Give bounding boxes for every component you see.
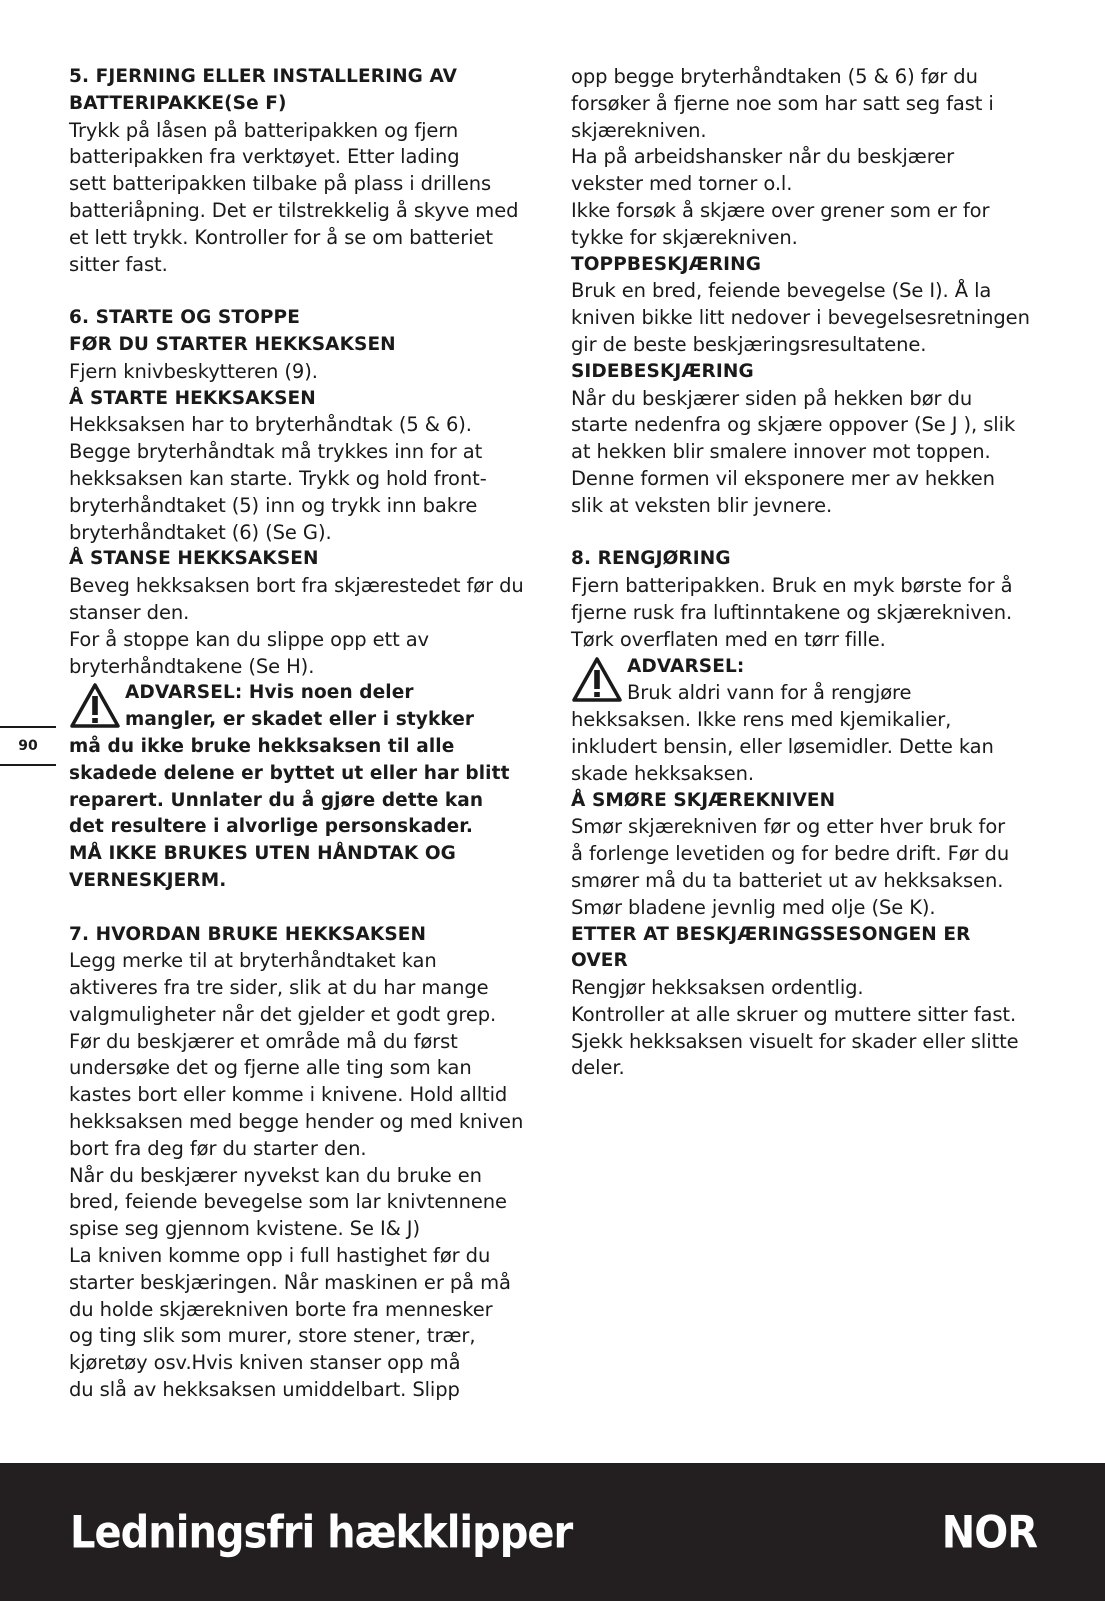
body-line: undersøke det og fjerne alle ting som kan [69,1056,472,1080]
body-line: starter beskjæringen. Når maskinen er på må [69,1270,511,1294]
body-line: starte nedenfra og skjære oppover (Se J ), slik [571,413,1016,437]
body-line: slik at veksten blir jevnere. [571,493,833,517]
section-7-heading: 7. HVORDAN BRUKE HEKKSAKSEN [69,923,427,945]
subheading-stop: Å STANSE HEKKSAKSEN [69,548,319,570]
subheading-start: Å STARTE HEKKSAKSEN [69,387,316,409]
body-line: og ting slik som murer, store stener, trær, [69,1324,476,1348]
body-line: Smør skjærekniven før og etter hver bruk for [571,815,1006,839]
warning-line: reparert. Unnlater du å gjøre dette kan [69,789,484,811]
right-column [571,64,1041,1082]
body-line: For å stoppe kan du slippe opp ett av [69,627,430,651]
body-line: du slå av hekksaksen umiddelbart. Slipp [69,1378,460,1402]
body-line: Trykk på låsen på batteripakken og fjern [69,118,459,142]
body-line: Når du beskjærer nyvekst kan du bruke en [69,1163,482,1187]
body-line: bred, feiende bevegelse som lar knivtennene [69,1190,507,1214]
body-line: bryterhåndtakene (Se H). [69,654,315,678]
body-line: Bruk en bred, feiende bevegelse (Se I). Å la [571,279,992,303]
section-5-heading-line: BATTERIPAKKE(Se F) [69,92,287,114]
body-line: Rengjør hekksaksen ordentlig. [571,976,864,1000]
warning-line: MÅ IKKE BRUKES UTEN HÅNDTAK OG [69,843,456,865]
body-line: inkludert bensin, eller løsemidler. Dette kan [571,734,994,758]
body-line: Begge bryterhåndtak må trykkes inn for at [69,440,483,464]
body-line: batteriåpning. Det er tilstrekkelig å skyve med [69,198,519,222]
footer-title: Ledningsfri hækklipper [70,1507,573,1559]
warning-line: må du ikke bruke hekksaksen til alle [69,735,455,757]
body-line: gir de beste beskjæringsresultatene. [571,332,927,356]
body-line: kastes bort eller komme i knivene. Hold alltid [69,1083,508,1107]
subheading-side-trimming: SIDEBESKJÆRING [571,360,754,382]
language-code: NOR [941,1507,1037,1559]
body-line: Beveg hekksaksen bort fra skjærestedet før du [69,574,524,598]
warning-triangle-icon [69,682,121,730]
body-line: Hekksaksen har to bryterhåndtak (5 & 6). [69,413,472,437]
body-line: Ha på arbeidshansker når du beskjærer [571,145,955,169]
body-line: du holde skjærekniven borte fra mennesker [69,1297,493,1321]
section-6-heading-line: 6. STARTE OG STOPPE [69,307,300,329]
subheading-top-trimming: TOPPBESKJÆRING [571,253,762,275]
warning-line: skadede delene er byttet ut eller har blitt [69,762,510,784]
section-5-heading-line: 5. FJERNING ELLER INSTALLERING AV [69,66,458,87]
body-line: La kniven komme opp i full hastighet før du [69,1244,491,1268]
body-line: Denne formen vil eksponere mer av hekken [571,466,995,490]
body-line: Legg merke til at bryterhåndtaket kan [69,949,437,973]
body-line: skjærekniven. [571,118,707,142]
section-8-heading: 8. RENGJØRING [571,548,731,570]
body-line: Fjern knivbeskytteren (9). [69,359,318,383]
cleaning-warning-block [571,654,1041,708]
body-line: sitter fast. [69,252,168,276]
body-line: hekksaksen. Ikke rens med kjemikalier, [571,708,952,732]
subheading-lubricate: Å SMØRE SKJÆREKNIVEN [571,789,836,811]
page-number: 90 [0,726,56,766]
warning-line: mangler, er skadet eller i stykker [125,709,475,731]
body-line: Tørk overflaten med en tørr fille. [571,627,886,651]
body-line: å forlenge levetiden og for bedre drift. Før du [571,842,1010,866]
body-line: fjerne rusk fra luftinntakene og skjærekniven. [571,600,1013,624]
subheading-season-end: OVER [571,950,628,972]
left-column [69,64,539,1404]
body-line: kjøretøy osv.Hvis kniven stanser opp må [69,1351,461,1375]
body-line: tykke for skjærekniven. [571,225,798,249]
body-line: batteripakken fra verktøyet. Etter lading [69,145,460,169]
body-line: bryterhåndtaket (6) (Se G). [69,520,332,544]
body-line: Når du beskjærer siden på hekken bør du [571,386,973,410]
warning-line: det resultere i alvorlige personskader. [69,816,473,838]
body-line: bryterhåndtaket (5) inn og trykk inn bakre [69,493,478,517]
body-line: smører må du ta batteriet ut av hekksaksen. [571,868,1004,892]
body-line: Kontroller at alle skruer og muttere sitter fast. [571,1002,1017,1026]
warning-title: ADVARSEL: [627,655,745,677]
body-line: Smør bladene jevnlig med olje (Se K). [571,895,936,919]
footer-band [0,1463,1105,1601]
body-line: Ikke forsøk å skjære over grener som er for [571,198,990,222]
section-6-heading-line: FØR DU STARTER HEKKSAKSEN [69,333,396,355]
body-line: hekksaksen kan starte. Trykk og hold front- [69,466,487,490]
body-line: Sjekk hekksaksen visuelt for skader eller slitte [571,1029,1019,1053]
body-line: hekksaksen med begge hender og med kniven [69,1110,524,1134]
body-line: Fjern batteripakken. Bruk en myk børste for å [571,574,1013,598]
body-line: aktiveres fra tre sider, slik at du har mange [69,976,489,1000]
body-line: et lett trykk. Kontroller for å se om batteriet [69,225,493,249]
body-line: spise seg gjennom kvistene. Se I& J) [69,1217,420,1241]
body-line: vekster med torner o.l. [571,172,793,196]
warning-block [69,680,539,734]
body-line: valgmuligheter når det gjelder et godt grep. [69,1002,497,1026]
warning-line: VERNESKJERM. [69,869,227,891]
body-line: stanser den. [69,600,190,624]
body-line: forsøker å fjerne noe som har satt seg fast i [571,91,994,115]
subheading-season-end: ETTER AT BESKJÆRINGSSESONGEN ER [571,923,971,945]
body-line: Før du beskjærer et område må du først [69,1029,458,1053]
body-line: opp begge bryterhåndtaken (5 & 6) før du [571,65,978,88]
body-line: kniven bikke litt nedover i bevegelsesretningen [571,306,1030,330]
body-line: bort fra deg før du starter den. [69,1136,367,1160]
body-line: Bruk aldri vann for å rengjøre [627,681,912,705]
warning-triangle-icon [571,656,623,704]
body-line: deler. [571,1056,625,1080]
body-line: skade hekksaksen. [571,761,754,785]
body-line: sett batteripakken tilbake på plass i drillens [69,172,492,196]
body-line: at hekken blir smalere innover mot toppen. [571,440,991,464]
warning-line: ADVARSEL: Hvis noen deler [125,682,414,704]
